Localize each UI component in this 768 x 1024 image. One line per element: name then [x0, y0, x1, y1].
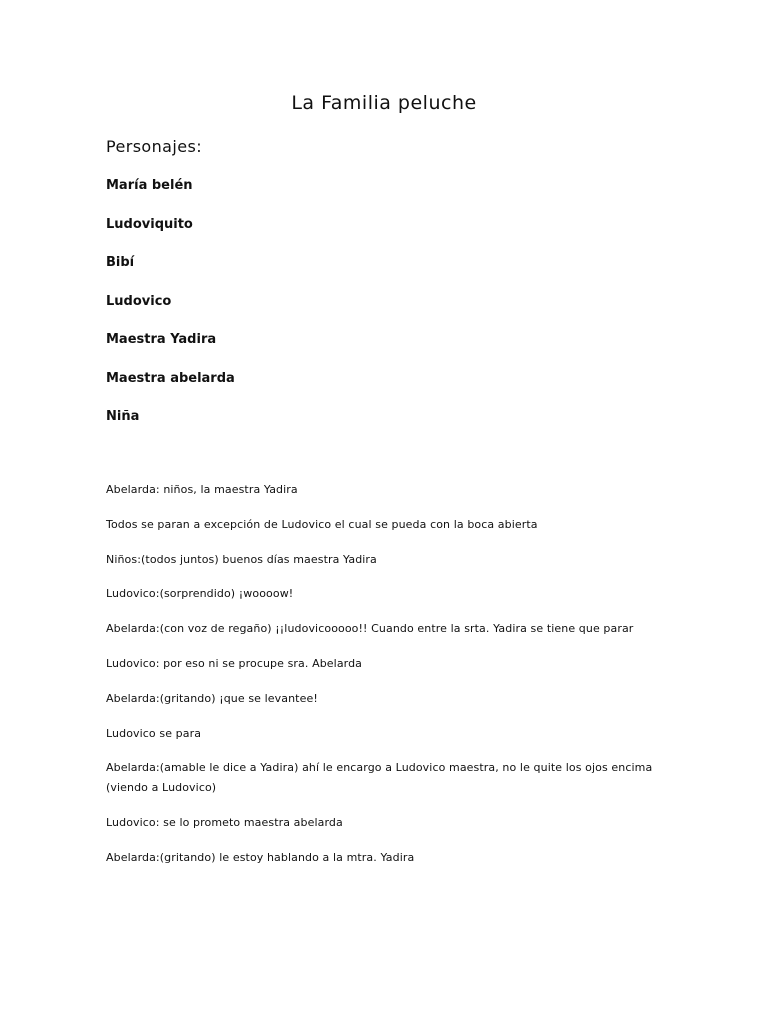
dialogue-line: Todos se paran a excepción de Ludovico el cual se pueda con la boca abierta: [106, 517, 538, 531]
dialogue-line: Abelarda:(con voz de regaño) ¡¡ludovicooooo!! Cuando entre la srta. Yadira se tiene que parar: [106, 622, 634, 636]
character-item: Ludovico: [106, 293, 172, 309]
dialogue-line: Ludovico:(sorprendido) ¡woooow!: [106, 587, 294, 601]
character-item: María belén: [106, 178, 193, 193]
character-item: Ludoviquito: [106, 216, 193, 232]
document-title: La Familia peluche: [291, 92, 477, 114]
character-item: Maestra Yadira: [106, 332, 217, 347]
dialogue-line: Ludovico: por eso ni se procupe sra. Abelarda: [106, 656, 363, 670]
character-item: Maestra abelarda: [106, 370, 235, 386]
characters-heading: Personajes:: [106, 137, 202, 156]
dialogue-line: Abelarda:(gritando) ¡que se levantee!: [106, 691, 318, 705]
dialogue-line: Abelarda:(amable le dice a Yadira) ahí le encargo a Ludovico maestra, no le quite los ojos encima (viendo a Ludovico): [106, 761, 653, 795]
dialogue-line: Abelarda: niños, la maestra Yadira: [106, 483, 298, 496]
dialogue-line: Ludovico se para: [106, 726, 202, 740]
dialogue-line: Ludovico: se lo prometo maestra abelarda: [106, 816, 343, 830]
dialogue-list: [106, 480, 666, 883]
character-item: Bibí: [106, 255, 135, 270]
character-item: Niña: [106, 409, 140, 424]
dialogue-line: Niños:(todos juntos) buenos días maestra Yadira: [106, 552, 377, 566]
dialogue-line: Abelarda:(gritando) le estoy hablando a la mtra. Yadira: [106, 850, 415, 864]
characters-list: [106, 176, 235, 446]
